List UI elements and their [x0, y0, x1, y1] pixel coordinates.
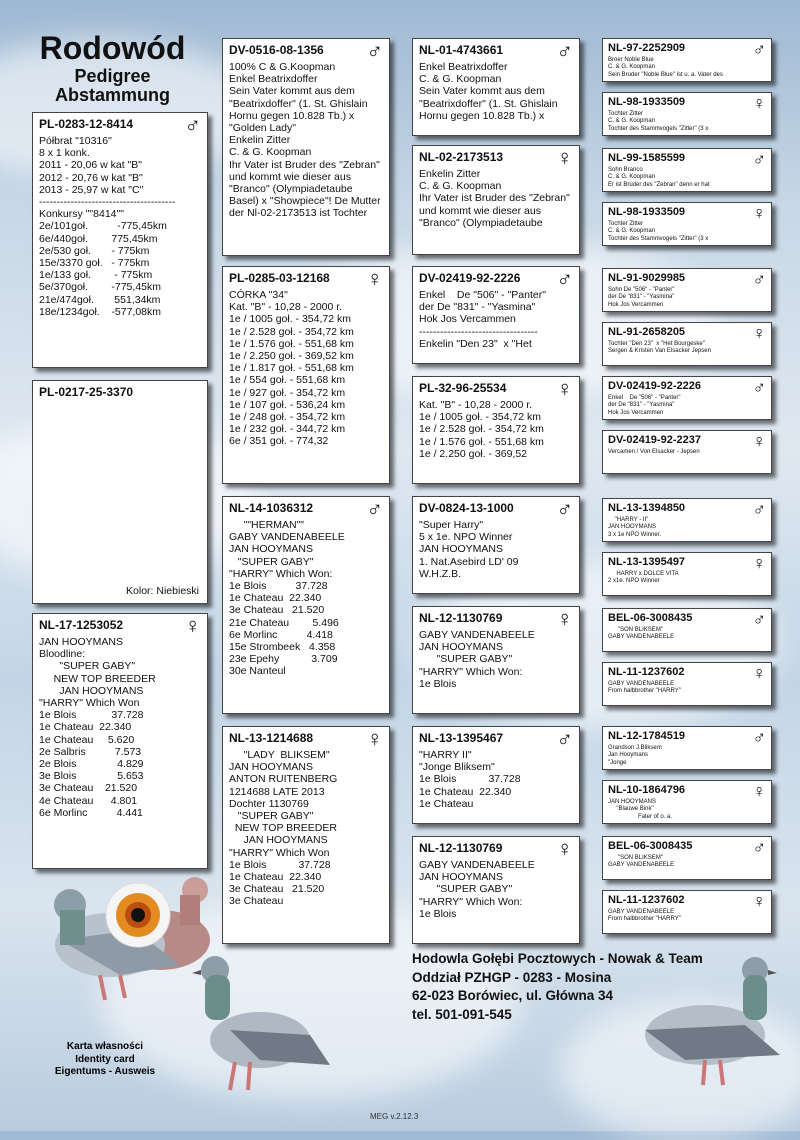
card-label-en: Identity card: [75, 1053, 135, 1065]
great-grandparent-ancestor-details: Sohn De "506" - "Panter" der De "831" - "Yasmina" Hok Jos Vercammen: [608, 287, 675, 308]
great-grandparent-ancestor-ring: NL-13-1394850: [608, 502, 686, 514]
male-icon: ♂: [556, 496, 573, 521]
male-icon: ♂: [752, 269, 766, 289]
great-grandparent-ancestor-card: [602, 148, 772, 192]
grandparent-ancestor-card: [412, 496, 580, 594]
great-grandparent-ancestor-card: [602, 322, 772, 366]
female-icon: ♀: [752, 781, 766, 801]
great-grandparent-ancestor-details: "SON BLIKSEM" GABY VANDENABEELE: [608, 627, 675, 641]
great-grandparent-ancestor-card: [602, 890, 772, 934]
great-grandparent-ancestor-details: "SON BLIKSEM" GABY VANDENABEELE: [608, 855, 675, 869]
grandparent-ancestor-card: [412, 38, 580, 136]
parent-ancestor-details: ""HERMAN"" GABY VANDENABEELE JAN HOOYMANS "SUPER GABY" "HARRY" Which Won: 1e Blois 37.728 1e Chateau 22.340 3e Chateau 21.520 21e Chateau 5.496 6e Morlinc 4.418 15e Strombeek 4.358 23e Epehy 3.709 30e Nanteul: [229, 519, 345, 678]
great-grandparent-ancestor-details: Broer Noble Blue C. & G. Koopman Sein Bruder "Noble Blue" ist u. a. Vater des: [608, 57, 723, 78]
great-grandparent-ancestor-ring: NL-11-1237602: [608, 666, 685, 678]
great-grandparent-ancestor-ring: NL-12-1784519: [608, 730, 686, 742]
male-icon: ♂: [752, 377, 766, 397]
parent-ancestor-card: [222, 726, 390, 944]
great-grandparent-ancestor-ring: NL-10-1864796: [608, 784, 686, 796]
great-grandparent-ancestor-card: [602, 608, 772, 652]
great-grandparent-ancestor-ring: NL-11-1237602: [608, 894, 685, 906]
female-icon: ♀: [752, 663, 766, 683]
male-icon: ♂: [556, 266, 573, 291]
breeder-branch: Oddział PZHGP - 0283 - Mosina: [412, 969, 612, 985]
grandparent-ancestor-details: GABY VANDENABEELE JAN HOOYMANS "SUPER GABY" "HARRY" Which Won: 1e Blois: [419, 859, 535, 920]
parent-ancestor-ring: NL-14-1036312: [229, 501, 314, 515]
great-grandparent-ancestor-card: [602, 726, 772, 770]
great-grandparent-ancestor-details: HARRY x DOLCE VITA 2 x1e. NPO Winner: [608, 571, 679, 585]
mother-card: [32, 613, 208, 869]
great-grandparent-ancestor-card: [602, 38, 772, 82]
great-grandparent-ancestor-details: Sohn Branco C. & G. Koopman Er ist Bruder des "Zebran" denn er hat: [608, 167, 710, 188]
great-grandparent-ancestor-ring: NL-91-9029985: [608, 272, 686, 284]
grandparent-ancestor-ring: NL-13-1395467: [419, 731, 504, 745]
grandparent-ancestor-ring: NL-12-1130769: [419, 611, 503, 625]
male-icon: ♂: [752, 609, 766, 629]
great-grandparent-ancestor-ring: NL-99-1585599: [608, 152, 686, 164]
female-icon: ♀: [752, 93, 766, 113]
parent-ancestor-ring: NL-13-1214688: [229, 731, 314, 745]
male-icon: ♂: [752, 39, 766, 59]
great-grandparent-ancestor-card: [602, 376, 772, 420]
page-title: Rodowód: [39, 30, 186, 66]
breeder-name: Hodowla Gołębi Pocztowych - Nowak & Team: [412, 951, 703, 966]
mother-details: JAN HOOYMANS Bloodline: "SUPER GABY" NEW TOP BREEDER JAN HOOYMANS "HARRY" Which Won 1e Blois 37.728 1e Chateau 22.340 1e Chateau 5.620 2e Salbris 7.573 2e Blois 4.829 3e Blois 5.653 3e Chateau 21.520 4e Chateau 4.801 6e Morlinc 4.441: [39, 636, 156, 819]
male-icon: ♂: [366, 38, 383, 63]
male-icon: ♂: [556, 38, 573, 63]
parent-ancestor-details: "LADY BLIKSEM" JAN HOOYMANS ANTON RUITENBERG 1214688 LATE 2013 Dochter 1130769 "SUPER GABY" NEW TOP BREEDER JAN HOOYMANS "HARRY" Which Won 1e Blois 37.728 1e Chateau 22.340 3e Chateau 21.520 3e Chateau: [229, 749, 338, 908]
subject-card: [32, 112, 208, 368]
great-grandparent-ancestor-card: [602, 836, 772, 880]
grandparent-ancestor-card: [412, 145, 580, 255]
great-grandparent-ancestor-ring: DV-02419-92-2237: [608, 434, 701, 446]
subject-details: Półbrat "10316" 8 x 1 konk. 2011 - 20,06 w kat "B" 2012 - 20,76 w kat "B" 2013 - 25,97 w kat "C" --------------------------------------- Konkursy ""8414"" 2e/101goł. -775,45km 6e/440goł. 775,45km 2e/530 goł. - 775km 15e/3370 goł. - 775km 1e/133 goł. - 775km 5e/370goł. -775,45km 21e/474goł. 551,34km 18e/1234goł. -577,08km: [39, 135, 176, 318]
great-grandparent-ancestor-ring: NL-98-1933509: [608, 96, 686, 108]
great-grandparent-ancestor-details: Tochter Zitter C. & G. Koopman Tochter des Stammvogels "Zitter" (3 x: [608, 111, 709, 132]
parent-ancestor-card: [222, 496, 390, 714]
breeder-phone: tel. 501-091-545: [412, 1006, 512, 1022]
card-label-pl: Karta własności: [66, 1041, 144, 1052]
card-label-de: Eigentums - Ausweis: [54, 1066, 156, 1077]
female-icon: ♀: [184, 613, 201, 638]
great-grandparent-ancestor-details: "HARRY - II" JAN HOOYMANS 3 x 1e NPO Winner.: [608, 517, 662, 538]
grandparent-ancestor-card: [412, 726, 580, 824]
mother-ring: NL-17-1253052: [39, 618, 124, 632]
grandparent-ancestor-ring: DV-0824-13-1000: [419, 501, 514, 515]
great-grandparent-ancestor-details: Grandson J.Bliksem Jan Hooymans "Jonge: [608, 745, 662, 766]
identity-card-label: [40, 1041, 170, 1079]
female-icon: ♀: [752, 553, 766, 573]
male-icon: ♂: [752, 499, 766, 519]
male-icon: ♂: [366, 496, 383, 521]
female-icon: ♀: [752, 323, 766, 343]
grandparent-ancestor-card: [412, 266, 580, 364]
female-icon: ♀: [752, 431, 766, 451]
great-grandparent-ancestor-details: Vercamen / Von Elsacker - Jepsen: [608, 449, 700, 455]
female-icon: ♀: [752, 203, 766, 223]
grandparent-ancestor-details: "Super Harry" 5 x 1e. NPO Winner JAN HOOYMANS 1. Nat.Asebird LD' 09 W.H.Z.B.: [419, 519, 519, 580]
great-grandparent-ancestor-details: Tochter "Den 23" x "Het Bourgeske" Sergen & Kristen Van Elsacker Jepsen: [608, 341, 711, 355]
great-grandparent-ancestor-card: [602, 268, 772, 312]
pigeon-standing-illustration: [190, 940, 340, 1100]
version-label: MEG v.2.12.3: [370, 1112, 419, 1121]
grandparent-ancestor-ring: NL-12-1130769: [419, 841, 503, 855]
great-grandparent-ancestor-card: [602, 498, 772, 542]
great-grandparent-ancestor-ring: NL-98-1933509: [608, 206, 686, 218]
great-grandparent-ancestor-details: GABY VANDENABEELE From halbbrother "HARRY": [608, 681, 681, 695]
grandparent-ancestor-ring: NL-02-2173513: [419, 150, 504, 164]
male-icon: ♂: [752, 149, 766, 169]
grandparent-ancestor-ring: DV-02419-92-2226: [419, 271, 521, 285]
great-grandparent-ancestor-card: [602, 662, 772, 706]
grandparent-ancestor-card: [412, 836, 580, 944]
great-grandparent-ancestor-details: JAN HOOYMANS "Blauwe Bink" Fater of o. a.: [608, 799, 673, 820]
male-icon: ♂: [184, 112, 201, 137]
male-icon: ♂: [752, 837, 766, 857]
breeder-address: 62-023 Borówiec, ul. Główna 34: [412, 988, 614, 1003]
great-grandparent-ancestor-ring: BEL-06-3008435: [608, 612, 693, 624]
female-icon: ♀: [366, 266, 383, 291]
female-icon: ♀: [752, 891, 766, 911]
grandparent-ancestor-details: GABY VANDENABEELE JAN HOOYMANS "SUPER GABY" "HARRY" Which Won: 1e Blois: [419, 629, 535, 690]
great-grandparent-ancestor-card: [602, 430, 772, 474]
photo-ring: PL-0217-25-3370: [39, 385, 134, 399]
parent-ancestor-details: CÓRKA "34" Kat. "B" - 10,28 - 2000 r. 1e / 1005 goł. - 354,72 km 1e / 2.528 goł. - 354,72 km 1e / 1.576 goł. - 551,68 km 1e / 2.250 goł. - 369,52 km 1e / 1.817 goł. - 551,68 km 1e / 554 goł. - 551,68 km 1e / 927 goł. - 354,72 km 1e / 107 goł. - 536,24 km 1e / 248 goł. - 354,72 km 1e / 232 goł. - 344,72 km 6e / 351 goł. - 774,32: [229, 289, 354, 448]
parent-ancestor-card: [222, 38, 390, 256]
male-icon: ♂: [752, 727, 766, 747]
great-grandparent-ancestor-card: [602, 552, 772, 596]
great-grandparent-ancestor-card: [602, 780, 772, 824]
grandparent-ancestor-ring: NL-01-4743661: [419, 43, 504, 57]
great-grandparent-ancestor-ring: NL-13-1395497: [608, 556, 686, 568]
great-grandparent-ancestor-card: [602, 92, 772, 136]
grandparent-ancestor-details: "HARRY II" "Jonge Bliksem" 1e Blois 37.728 1e Chateau 22.340 1e Chateau: [419, 749, 521, 810]
female-icon: ♀: [556, 836, 573, 861]
grandparent-ancestor-ring: PL-32-96-25534: [419, 381, 507, 395]
female-icon: ♀: [556, 145, 573, 170]
grandparent-ancestor-details: Enkel Beatrixdoffer C. & G. Koopman Sein Vater kommt aus dem "Beatrixdoffer" (1. St. Ghislain Hornu gegen 10.828 Tb.) x: [419, 61, 558, 122]
page-subtitle-de: Abstammung: [54, 85, 170, 105]
parent-ancestor-details: 100% C & G.Koopman Enkel Beatrixdoffer Sein Vater kommt aus dem "Beatrixdoffer" (1. St. Ghislain Hornu gegen 10.828 Tb.) x "Golden Lady" Enkelin Zitter C. & G. Koopman Ihr Vater ist Bruder des "Zebran" und kommt wie dieser aus "Branco" (Olympiadetaube Basel) x "Showpiece"! De Mutter der Nl-02-2173513 ist Tochter: [229, 61, 381, 220]
page-subtitle-en: Pedigree: [74, 66, 151, 86]
pigeon-right-illustration: [605, 945, 785, 1095]
color-label: Kolor: Niebieski: [126, 585, 199, 597]
great-grandparent-ancestor-card: [602, 202, 772, 246]
grandparent-ancestor-details: Enkelin Zitter C. & G. Koopman Ihr Vater ist Bruder des "Zebran" und kommt wie dieser aus "Branco" (Olympiadetaube: [419, 168, 570, 229]
male-icon: ♂: [556, 726, 573, 751]
female-icon: ♀: [366, 726, 383, 751]
great-grandparent-ancestor-ring: NL-91-2658205: [608, 326, 686, 338]
photo-card: [32, 380, 208, 604]
great-grandparent-ancestor-ring: NL-97-2252909: [608, 42, 686, 54]
grandparent-ancestor-details: Enkel De "506" - "Panter" der De "831" - "Yasmina" Hok Jos Vercammen ---------------------------------- Enkelin "Den 23" x "Het: [419, 289, 546, 350]
subject-ring: PL-0283-12-8414: [39, 117, 134, 131]
female-icon: ♀: [556, 376, 573, 401]
grandparent-ancestor-card: [412, 376, 580, 484]
great-grandparent-ancestor-details: Enkel De "506" - "Panter" der De "831" - "Yasmina" Hok Jos Vercammen: [608, 395, 681, 416]
female-icon: ♀: [556, 606, 573, 631]
great-grandparent-ancestor-ring: DV-02419-92-2226: [608, 380, 701, 392]
great-grandparent-ancestor-ring: BEL-06-3008435: [608, 840, 693, 852]
grandparent-ancestor-details: Kat. "B" - 10,28 - 2000 r. 1e / 1005 goł. - 354,72 km 1e / 2.528 goł. - 354,72 km 1e / 1.576 goł. - 551,68 km 1e / 2.250 goł. - 369,52: [419, 399, 544, 460]
great-grandparent-ancestor-details: Tochter Zitter C. & G. Koopman Tochter des Stammvogels "Zitter" (3 x: [608, 221, 709, 242]
parent-ancestor-ring: PL-0285-03-12168: [229, 271, 330, 285]
great-grandparent-ancestor-details: GABY VANDENABEELE From halbbrother "HARRY": [608, 909, 681, 923]
parent-ancestor-card: [222, 266, 390, 484]
grandparent-ancestor-card: [412, 606, 580, 714]
parent-ancestor-ring: DV-0516-08-1356: [229, 43, 324, 57]
